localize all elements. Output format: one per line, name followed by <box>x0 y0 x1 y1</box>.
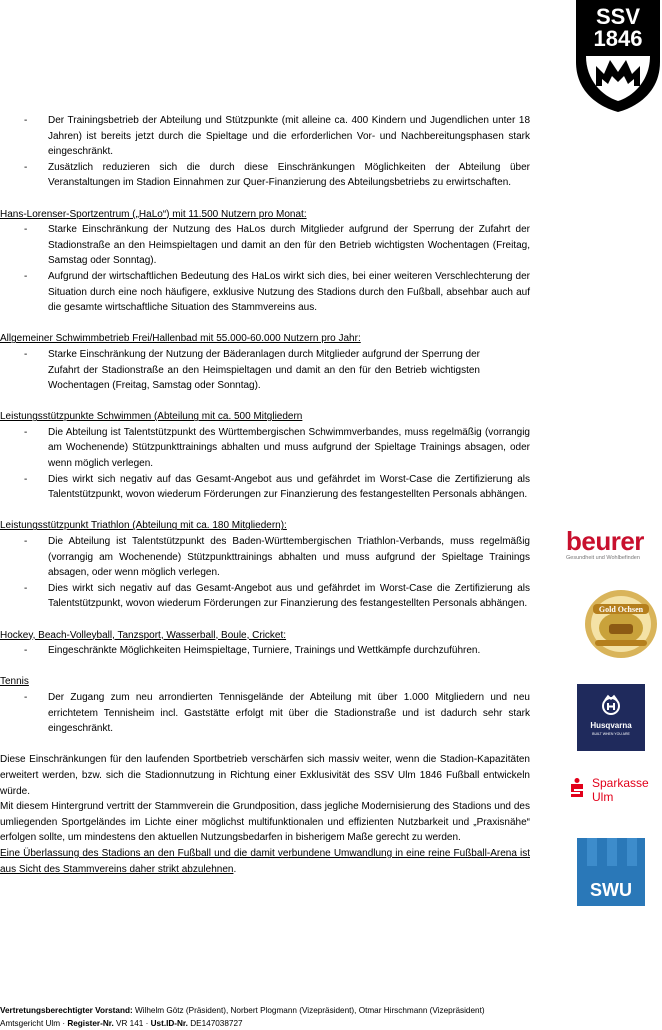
sparkasse-ulm-logo: Sparkasse Ulm <box>570 776 658 812</box>
husqvarna-crown-icon <box>600 694 622 716</box>
bullet-item: - Die Abteilung ist Talentstützpunkt des Württembergischen Schwimmverbandes, muss regelmäßig (vorrangig am Wochenende) Stützpunkttrainings abhalten und muss aufgrund der Spieltage Trainings absagen, oder wenn möglich verlegen. <box>24 426 530 470</box>
section-heading: Leistungsstützpunkt Triathlon (Abteilung mit ca. 180 Mitgliedern): <box>0 520 287 532</box>
closing-paragraph: Diese Einschränkungen für den laufenden Sportbetrieb verschärfen sich massiv weiter, wenn die Stadion-Kapazitäten erweitert werden, bzw. sich die Stadionnutzung in Richtung einer Exklusivität des SSV Ulm 1846 Fußball entwickeln würde. <box>0 754 530 797</box>
document-body <box>0 113 530 877</box>
husqvarna-logo: Husqvarna BUILT WHEN YOU ARE <box>577 684 645 751</box>
closing-conclusion: Eine Überlassung des Stadions an den Fußball und die damit verbundene Umwandlung in eine reine Fußball-Arena ist aus Sicht des Stammvereins daher strikt abzulehnen. <box>0 847 530 875</box>
svg-text:Gold Ochsen: Gold Ochsen <box>598 605 644 614</box>
section-heading: Allgemeiner Schwimmbetrieb Frei/Hallenbad mit 55.000-60.000 Nutzern pro Jahr: <box>0 333 361 345</box>
footer-vorstand: Vertretungsberechtigter Vorstand: Wilhelm Götz (Präsident), Norbert Plogmann (Vizepräsident), Otmar Hirschmann (Vizepräsident) <box>0 1006 485 1015</box>
section-heading: Hockey, Beach-Volleyball, Tanzsport, Wasserball, Boule, Cricket: <box>0 629 287 641</box>
bullet-item: - Starke Einschränkung der Nutzung des HaLos durch Mitglieder aufgrund der Sperrung der Zufahrt der Stadionstraße an den Heimspieltagen und damit an den für den Betrieb wichtigsten Wochentagen (Freitag, Samstag oder Sonntag). <box>24 224 530 267</box>
gold-ochsen-logo <box>583 588 659 660</box>
footer <box>0 1004 485 1030</box>
bullet-item: - Der Trainingsbetrieb der Abteilung und Stützpunkte (mit alleine ca. 400 Kindern und Jugendlichen unter 18 Jahren) ist bereits jetzt durch die Spieltage und die erforderlichen Vor- und Nachbereitungsphasen stark eingeschränkt. <box>24 115 530 158</box>
swu-logo: SWU <box>577 838 645 906</box>
section-heading: Hans-Lorenser-Sportzentrum („HaLo“) mit 11.500 Nutzern pro Monat: <box>0 208 307 220</box>
bullet-item: - Dies wirkt sich negativ auf das Gesamt-Angebot aus und gefährdet im Worst-Case die Zertifizierung als Talentstützpunkt, wovon wiederum Förderungen zur Finanzierung des festangestellten Personals abhängen. <box>24 473 530 501</box>
bullet-item: - Die Abteilung ist Talentstützpunkt des Baden-Württembergischen Triathlon-Verbands, muss regelmäßig (vorrangig am Wochenende) Stützpunkttrainings abhalten und muss aufgrund der Spieltage Trainings absagen, oder wenn möglich verlegen. <box>24 536 530 579</box>
bullet-item: - Zusätzlich reduzieren sich die durch diese Einschränkungen Möglichkeiten der Abteilung über Veranstaltungen im Stadion Einnahmen zur Quer-Finanzierung des Abteilungsbetriebs zu erwirtschaften. <box>24 161 530 189</box>
section-heading: Tennis <box>0 676 29 688</box>
footer-register: Amtsgericht Ulm · Register-Nr. VR 141 · Ust.ID-Nr. DE147038727 <box>0 1019 243 1028</box>
bullet-item: - Starke Einschränkung der Nutzung der Bäderanlagen durch Mitglieder aufgrund der Sperrung der Zufahrt der Stadionstraße an den Heimspieltagen und damit an den für den Betrieb wichtigsten Wochentagen (Freitag, Samstag oder Sonntag). <box>24 348 480 392</box>
closing-paragraph: Mit diesem Hintergrund vertritt der Stammverein die Grundposition, dass jegliche Modernisierung des Stadions und des umliegenden Sportgeländes im Lichte einer möglichst multifunktionalen und effizienten Nutzbarkeit und „Praxisnähe“ erfolgen sollte, um mindestens den aktuellen Nutzungsbedarfen in bisherigem Maße gerecht zu werden. <box>0 801 530 844</box>
bullet-item: - Eingeschränkte Möglichkeiten Heimspieltage, Turniere, Trainings und Wettkämpfe durchzuführen. <box>24 645 481 657</box>
ssv-1846-logo <box>574 0 662 113</box>
svg-text:1846: 1846 <box>593 26 643 51</box>
sparkasse-s-icon <box>570 778 584 798</box>
bullet-item: - Aufgrund der wirtschaftlichen Bedeutung des HaLos wirkt sich dies, bei einer weiteren Verschlechterung der Situation durch eine noch häufigere, exklusive Nutzung des Stadions durch den Fußball, absehbar auch auf die gesamte wirtschaftliche Situation des Stammvereins aus. <box>24 270 530 314</box>
beurer-logo: beurer Gesundheit und Wohlbefinden <box>566 526 644 561</box>
svg-text:SSV: SSV <box>595 4 641 29</box>
section-heading: Leistungsstützpunkte Schwimmen (Abteilung mit ca. 500 Mitgliedern <box>0 411 303 423</box>
bullet-item: - Dies wirkt sich negativ auf das Gesamt-Angebot aus und gefährdet im Worst-Case die Zertifizierung als Talentstützpunkt, wovon wiederum Förderungen zur Finanzierung des festangestellten Personals abhängen. <box>24 582 530 610</box>
bullet-item: - Der Zugang zum neu arrondierten Tennisgelände der Abteilung mit über 1.000 Mitgliedern und neu errichtetem Tennisheim incl. Gaststätte erfolgt mit über die Stadionstraße und ist dadurch sehr stark eingeschränkt. <box>24 691 530 735</box>
